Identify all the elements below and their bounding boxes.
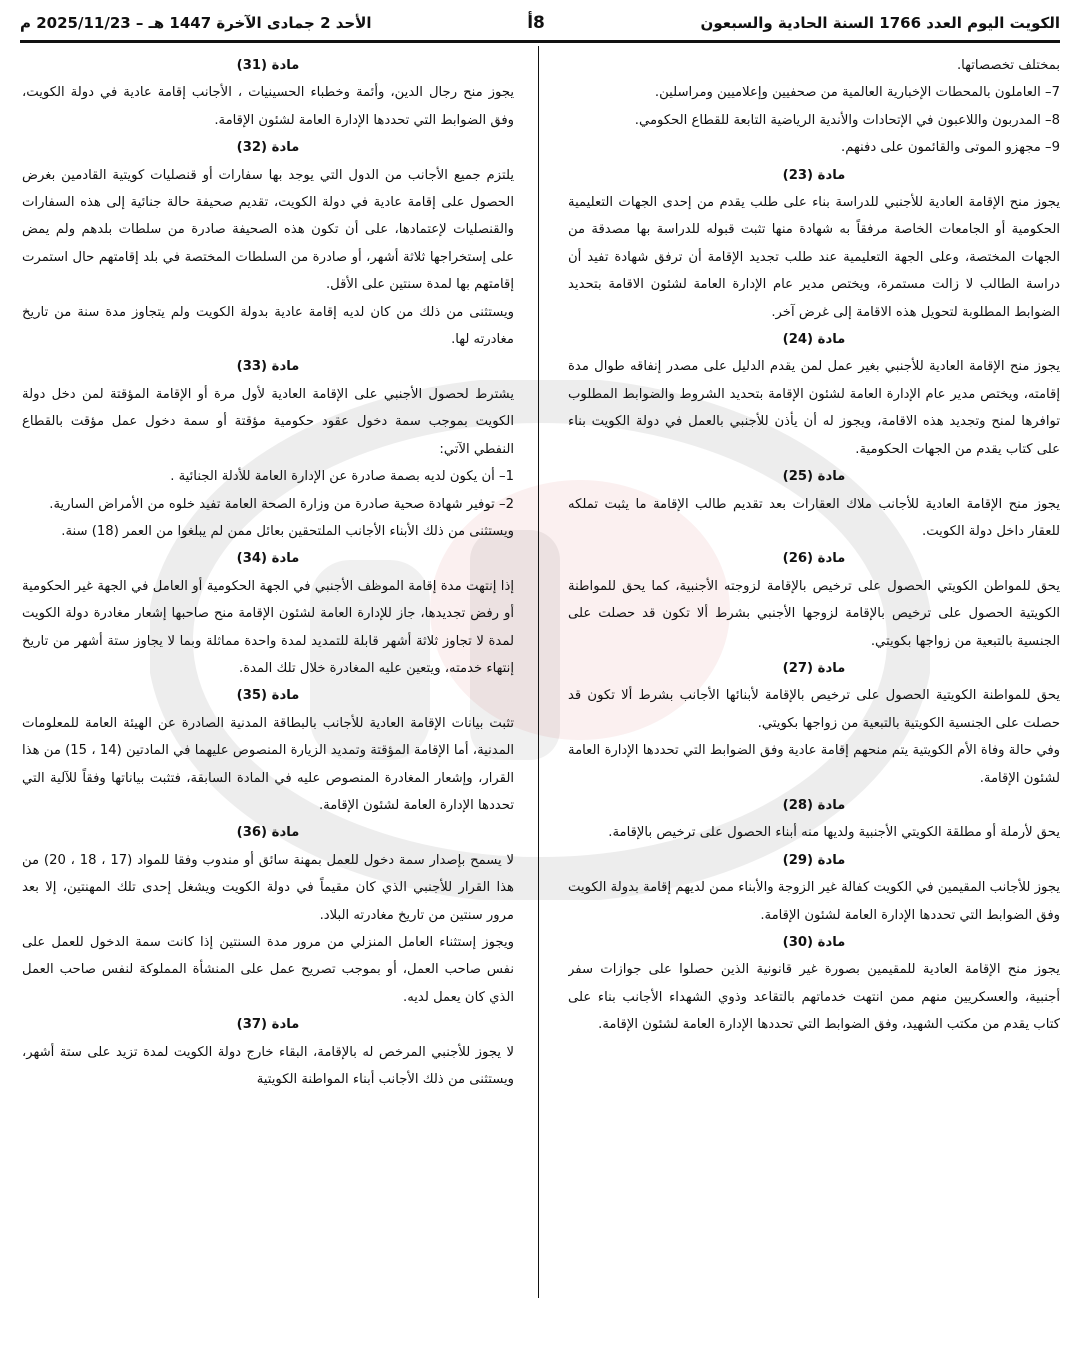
right-column [568, 52, 1060, 1302]
paragraph: يحق لأرملة أو مطلقة الكويتي الأجنبية ولديها منه أبناء الحصول على ترخيص بالإقامة. [608, 825, 1060, 841]
header-date: الأحد 2 جمادى الآخرة 1447 هـ – 2025/11/23 م [20, 14, 372, 32]
paragraph: يجوز منح الإقامة العادية للمقيمين بصورة غير قانونية الذين حصلوا على جوازات سفر أجنبية، والعسكريين منهم ممن انتهت خدماتهم بالتقاعد وذوي الشهداء الأجانب بناء على كتاب يقدم من مكتب الشهيد، وفق الضوابط التي تحددها الإدارة العامة لشئون الإقامة. [568, 962, 1060, 1033]
paragraph: لا يجوز للأجنبي المرخص له بالإقامة، البقاء خارج دولة الكويت لمدة تزيد على ستة أشهر، ويستثنى من ذلك الأجانب أبناء المواطنة الكويتية [22, 1044, 514, 1088]
list-item: 7– العاملون بالمحطات الإخبارية العالمية من صحفيين وإعلاميين ومراسلين. [654, 85, 1060, 101]
paragraph: يحق للمواطن الكويتي الحصول على ترخيص بالإقامة لزوجته الأجنبية، كما يحق للمواطنة الكويتية الحصول على ترخيص بالإقامة لزوجها الأجنبي بشرط ألا تكون قد حصلت على الجنسية بالتبعية من زواجها بكويتي. [568, 578, 1060, 649]
page-header [20, 8, 1060, 38]
header-rule [20, 40, 1060, 43]
paragraph: بمختلف تخصصاتها. [956, 58, 1060, 73]
paragraph: يجوز منح الإقامة العادية للأجنبي للدراسة بناء على طلب يقدم من إحدى الجهات التعليمية الحكومية أو الجامعات الخاصة مرفقاً به شهادة منها تثبت قبوله للدراسة بها مصدقة من الجهات المختصة، وعلى الجهة التعليمية عند طلب تجديد الإقامة أن ترفق شهادة تفيد أن دراسة الطالب لا زالت مستمرة، ويختص مدير عام الإدارة العامة لشئون الاقامة بتحديد الضوابط المطلوبة لتحويل هذه الاقامة إلى غرض آخر. [568, 195, 1060, 320]
paragraph: إذا إنتهت مدة إقامة الموظف الأجنبي في الجهة الحكومية أو العامل في الجهة غير الحكومية أو رفض تجديدها، جاز للإدارة العامة لشئون الإقامة منح صاحبها إشعار مغادرة دولة الكويت لمدة لا تجاوز ثلاثة أشهر قابلة للتمديد لمدة واحدة مماثلة وبما لا يجاوز ستة أشهر من تاريخ إنتهاء خدمته، ويتعين عليه المغادرة خلال تلك المدة. [22, 578, 514, 676]
paragraph: يحق للمواطنة الكويتية الحصول على ترخيص بالإقامة لأبنائها الأجانب بشرط ألا تكون قد حصلت على الجنسية الكويتية بالتبعية من زواجها بكويتي. [568, 688, 1060, 731]
paragraph: يلتزم جميع الأجانب من الدول التي يوجد بها سفارات أو قنصليات كويتية القادمين بغرض الحصول على إقامة عادية في دولة الكويت، تقديم صحيفة حالة جنائية إلى هذه السفارات والقنصليات لإعتمادها، على أن تكون هذه الصحيفة صادرة من سلطات بلدهم ولم يمض على إستخراجها ثلاثة أشهر، أو صادرة من السلطات المختصة في بلد إقامتهم حال استمرت إقامتهم بها لمدة سنتين على الأقل. [22, 167, 514, 293]
paragraph: ويستثنى من ذلك الأبناء الأجانب الملتحقين بعائل ممن لم يبلغوا من العمر (18) سنة. [61, 523, 514, 539]
paragraph: يشترط لحصول الأجنبي على الإقامة العادية لأول مرة أو الإقامة المؤقتة لمن دخل دولة الكويت بموجب سمة دخول عقود حكومية مؤقتة أو سمة دخول عمل مؤقت بالقطاع النفطي الآتي: [22, 386, 514, 457]
article-title: مادة (36) [236, 825, 300, 841]
paragraph: يجوز للأجانب المقيمين في الكويت كفالة غير الزوجة والأبناء ممن لديهم إقامة بدولة الكويت وفق الضوابط التي تحددها الإدارة العامة لشئون الإقامة. [568, 880, 1060, 923]
article-title: مادة (37) [236, 1017, 300, 1033]
paragraph: يجوز منح الإقامة العادية للأجانب ملاك العقارات بعد تقديم طالب الإقامة ما يثبت تملكه للعقار داخل دولة الكويت. [568, 496, 1060, 539]
column-divider [538, 46, 539, 1298]
list-item: 8– المدربون واللاعبون في الإتحادات والأندية الرياضية التابعة للقطاع الحكومي. [634, 112, 1060, 128]
paragraph: ويجوز إستثناء العامل المنزلي من مرور مدة السنتين إذا كانت سمة الدخول للعمل على نفس صاحب العمل، أو بموجب تصريح عمل على المنشأة المملوكة لنفس صاحب العمل الذي كان يعمل لديه. [22, 935, 514, 1005]
paragraph: لا يسمح بإصدار سمة دخول للعمل بمهنة سائق أو مندوب وفقا للمواد (17 ، 18 ، 20) من هذا القرار للأجنبي الذي كان مقيماً في دولة الكويت ويشغل إحدى تلك المهنتين، إلا بعد مرور سنتين من تاريخ مغادرته البلاد. [22, 852, 514, 923]
paragraph: يجوز منح الإقامة العادية للأجنبي بغير عمل لمن يقدم الدليل على مصدر إنفاقه طوال مدة إقامته، ويختص مدير عام الإدارة العامة لشئون الإقامة بتحديد الشروط والضوابط المطلوب توافرها لمنح وتجديد هذه الاقامة، ويجوز له أن يأذن للأجنبي بالعمل في دولة الكويت بناء على كتاب يقدم من الجهات الحكومية. [568, 359, 1060, 457]
article-title: مادة (28) [782, 797, 846, 813]
article-title: مادة (23) [782, 167, 846, 183]
article-title: مادة (26) [782, 551, 846, 567]
paragraph: وفي حالة وفاة الأم الكويتية يتم منحهم إقامة عادية وفق الضوابط التي تحددها الإدارة العامة لشئون الإقامة. [568, 743, 1060, 786]
list-item: 2– توفير شهادة صحية صادرة من وزارة الصحة العامة تفيد خلوه من الأمراض السارية. [49, 496, 514, 512]
article-title: مادة (32) [236, 140, 300, 156]
article-title: مادة (25) [782, 469, 846, 485]
article-title: مادة (30) [782, 935, 846, 950]
list-item: 1– أن يكون لديه بصمة صادرة عن الإدارة العامة للأدلة الجنائية . [170, 469, 514, 485]
article-title: مادة (27) [782, 660, 846, 676]
article-title: مادة (35) [236, 688, 300, 704]
article-title: مادة (31) [236, 58, 300, 73]
article-title: مادة (34) [236, 551, 300, 567]
article-title: مادة (33) [236, 359, 300, 375]
list-item: 9– مجهزو الموتى والقائمون على دفنهم. [841, 140, 1060, 156]
header-page-number: 8أ [527, 13, 545, 33]
paragraph: يجوز منح رجال الدين، وأئمة وخطباء الحسينيات ، الأجانب إقامة عادية في دولة الكويت، وفق الضوابط التي تحددها الإدارة العامة لشئون الإقامة. [22, 85, 514, 128]
left-column [22, 52, 514, 1302]
paragraph: تثبت بيانات الإقامة العادية للأجانب بالبطاقة المدنية الصادرة عن الهيئة العامة للمعلومات المدنية، أما الإقامة المؤقتة وتمديد الزيارة المنصوص عليهما في المادتين (14 ، 15) من هذا القرار، وإشعار المغادرة المنصوص عليه في المادة السابقة، فتثبت بياناتها وفقاً للآلية التي تحددها الإدارة العامة لشئون الإقامة. [22, 715, 514, 813]
article-title: مادة (24) [782, 332, 846, 348]
header-issue-info: الكويت اليوم العدد 1766 السنة الحادية والسبعون [700, 14, 1060, 32]
paragraph: ويستثنى من ذلك من كان لديه إقامة عادية بدولة الكويت ولم يتجاوز مدة سنة من تاريخ مغادرته لها. [22, 304, 514, 348]
article-title: مادة (29) [782, 852, 846, 868]
